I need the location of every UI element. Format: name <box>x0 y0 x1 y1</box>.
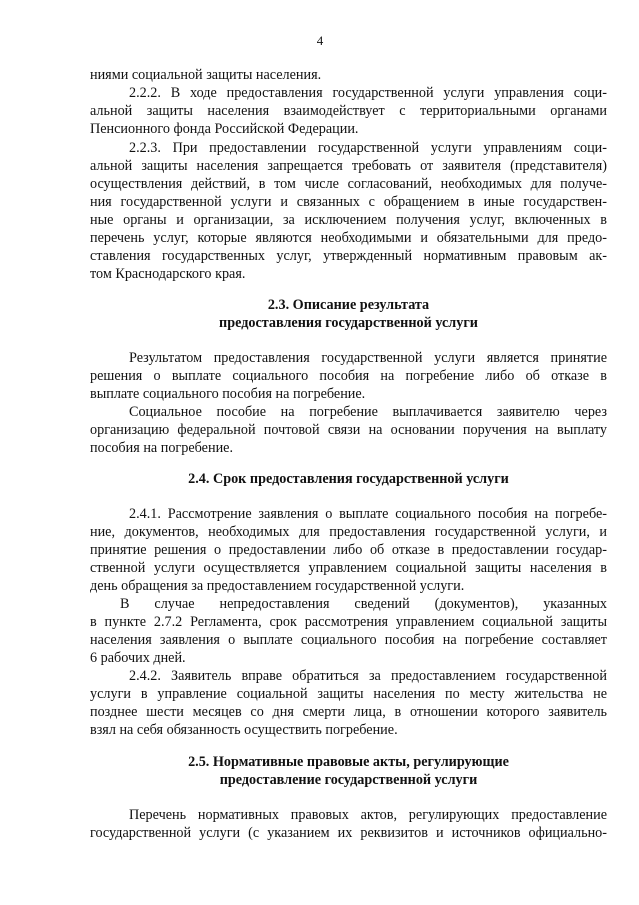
text-line: 2.2.2. В ходе предоставления государственной услуги управления соци- <box>129 85 607 101</box>
section-heading: предоставление государственной услуги <box>219 772 478 788</box>
text-line: альной защиты населения запрещается требовать от заявителя (представителя) <box>90 158 607 174</box>
word: случае <box>154 596 195 612</box>
text-line: 2.4.1. Рассмотрение заявления о выплате социального пособия на погребе- <box>129 506 607 522</box>
text-line: 2.2.3. При предоставлении государственной услуги управлениям соци- <box>129 140 607 156</box>
text-line: осуществления действий, в том числе согласований, необходимых для получе- <box>90 176 607 192</box>
text-line: государственной услуги (с указанием их реквизитов и источников официально- <box>90 825 607 841</box>
text-line: Пенсионного фонда Российской Федерации. <box>90 121 359 137</box>
text-line: том Краснодарского края. <box>90 266 246 282</box>
text-line: пособия на погребение. <box>90 440 234 456</box>
text-line: Перечень нормативных правовых актов, регулирующих предоставление <box>129 807 607 823</box>
section-heading: 2.4. Срок предоставления государственной услуги <box>188 471 509 487</box>
text-line: Социальное пособие на погребение выплачивается заявителю через <box>129 404 607 420</box>
text-line: взял на себя обязанность осуществить погребение. <box>90 722 398 738</box>
text-line: день обращения за предоставлением государственной услуги. <box>90 578 465 594</box>
text-line: перечень услуг, которые являются необходимыми и обязательными для предо- <box>90 230 607 246</box>
text-line: ственной услуги осуществляется управлением социальной защиты населения в <box>90 560 607 576</box>
text-line: Результатом предоставления государственной услуги является принятие <box>129 350 607 366</box>
text-line: ные органы и организации, за исключением получения услуг, включенных в <box>90 212 607 228</box>
text-line: услуги в управление социальной защиты населения по месту жительства не <box>90 686 607 702</box>
text-line: ниями социальной защиты населения. <box>90 67 322 83</box>
text-line: 6 рабочих дней. <box>90 650 186 666</box>
text-line: альной защиты населения взаимодействует с территориальными органами <box>90 103 607 119</box>
text-line: населения заявления о выплате социального пособия на погребение составляет <box>90 632 607 648</box>
word: непредоставления <box>219 596 330 612</box>
text-line: выплате социального пособия на погребение. <box>90 386 366 402</box>
section-heading: предоставления государственной услуги <box>219 315 478 331</box>
page-number: 4 <box>316 33 324 48</box>
word: сведений <box>354 596 410 612</box>
text-line: ние, документов, необходимых для предоставления государственной услуги, и <box>90 524 607 540</box>
text-line: 2.4.2. Заявитель вправе обратиться за предоставлением государственной <box>129 668 607 684</box>
section-heading: 2.5. Нормативные правовые акты, регулирующие <box>188 754 509 770</box>
text-line: организацию федеральной почтовой связи на основании поручения на выплату <box>90 422 607 438</box>
word: (документов), <box>434 596 519 612</box>
text-line: ставления государственных услуг, утвержденный нормативным правовым ак- <box>90 248 607 264</box>
word: указанных <box>543 596 607 612</box>
text-line: принятие решения о предоставлении либо об отказе в предоставлении государ- <box>90 542 607 558</box>
text-line: ния государственной услуги и связанных с обращением в иные государствен- <box>90 194 607 210</box>
text-line: позднее шести месяцев со дня смерти лица, в отношении которого заявитель <box>90 704 607 720</box>
word: В <box>120 596 130 612</box>
text-line: решения о выплате социального пособия на погребение либо об отказе в <box>90 368 607 384</box>
spread-line <box>90 595 607 613</box>
text-line: в пункте 2.7.2 Регламента, срок рассмотрения управлением социальной защиты <box>90 614 607 630</box>
section-heading: 2.3. Описание результата <box>267 297 430 313</box>
